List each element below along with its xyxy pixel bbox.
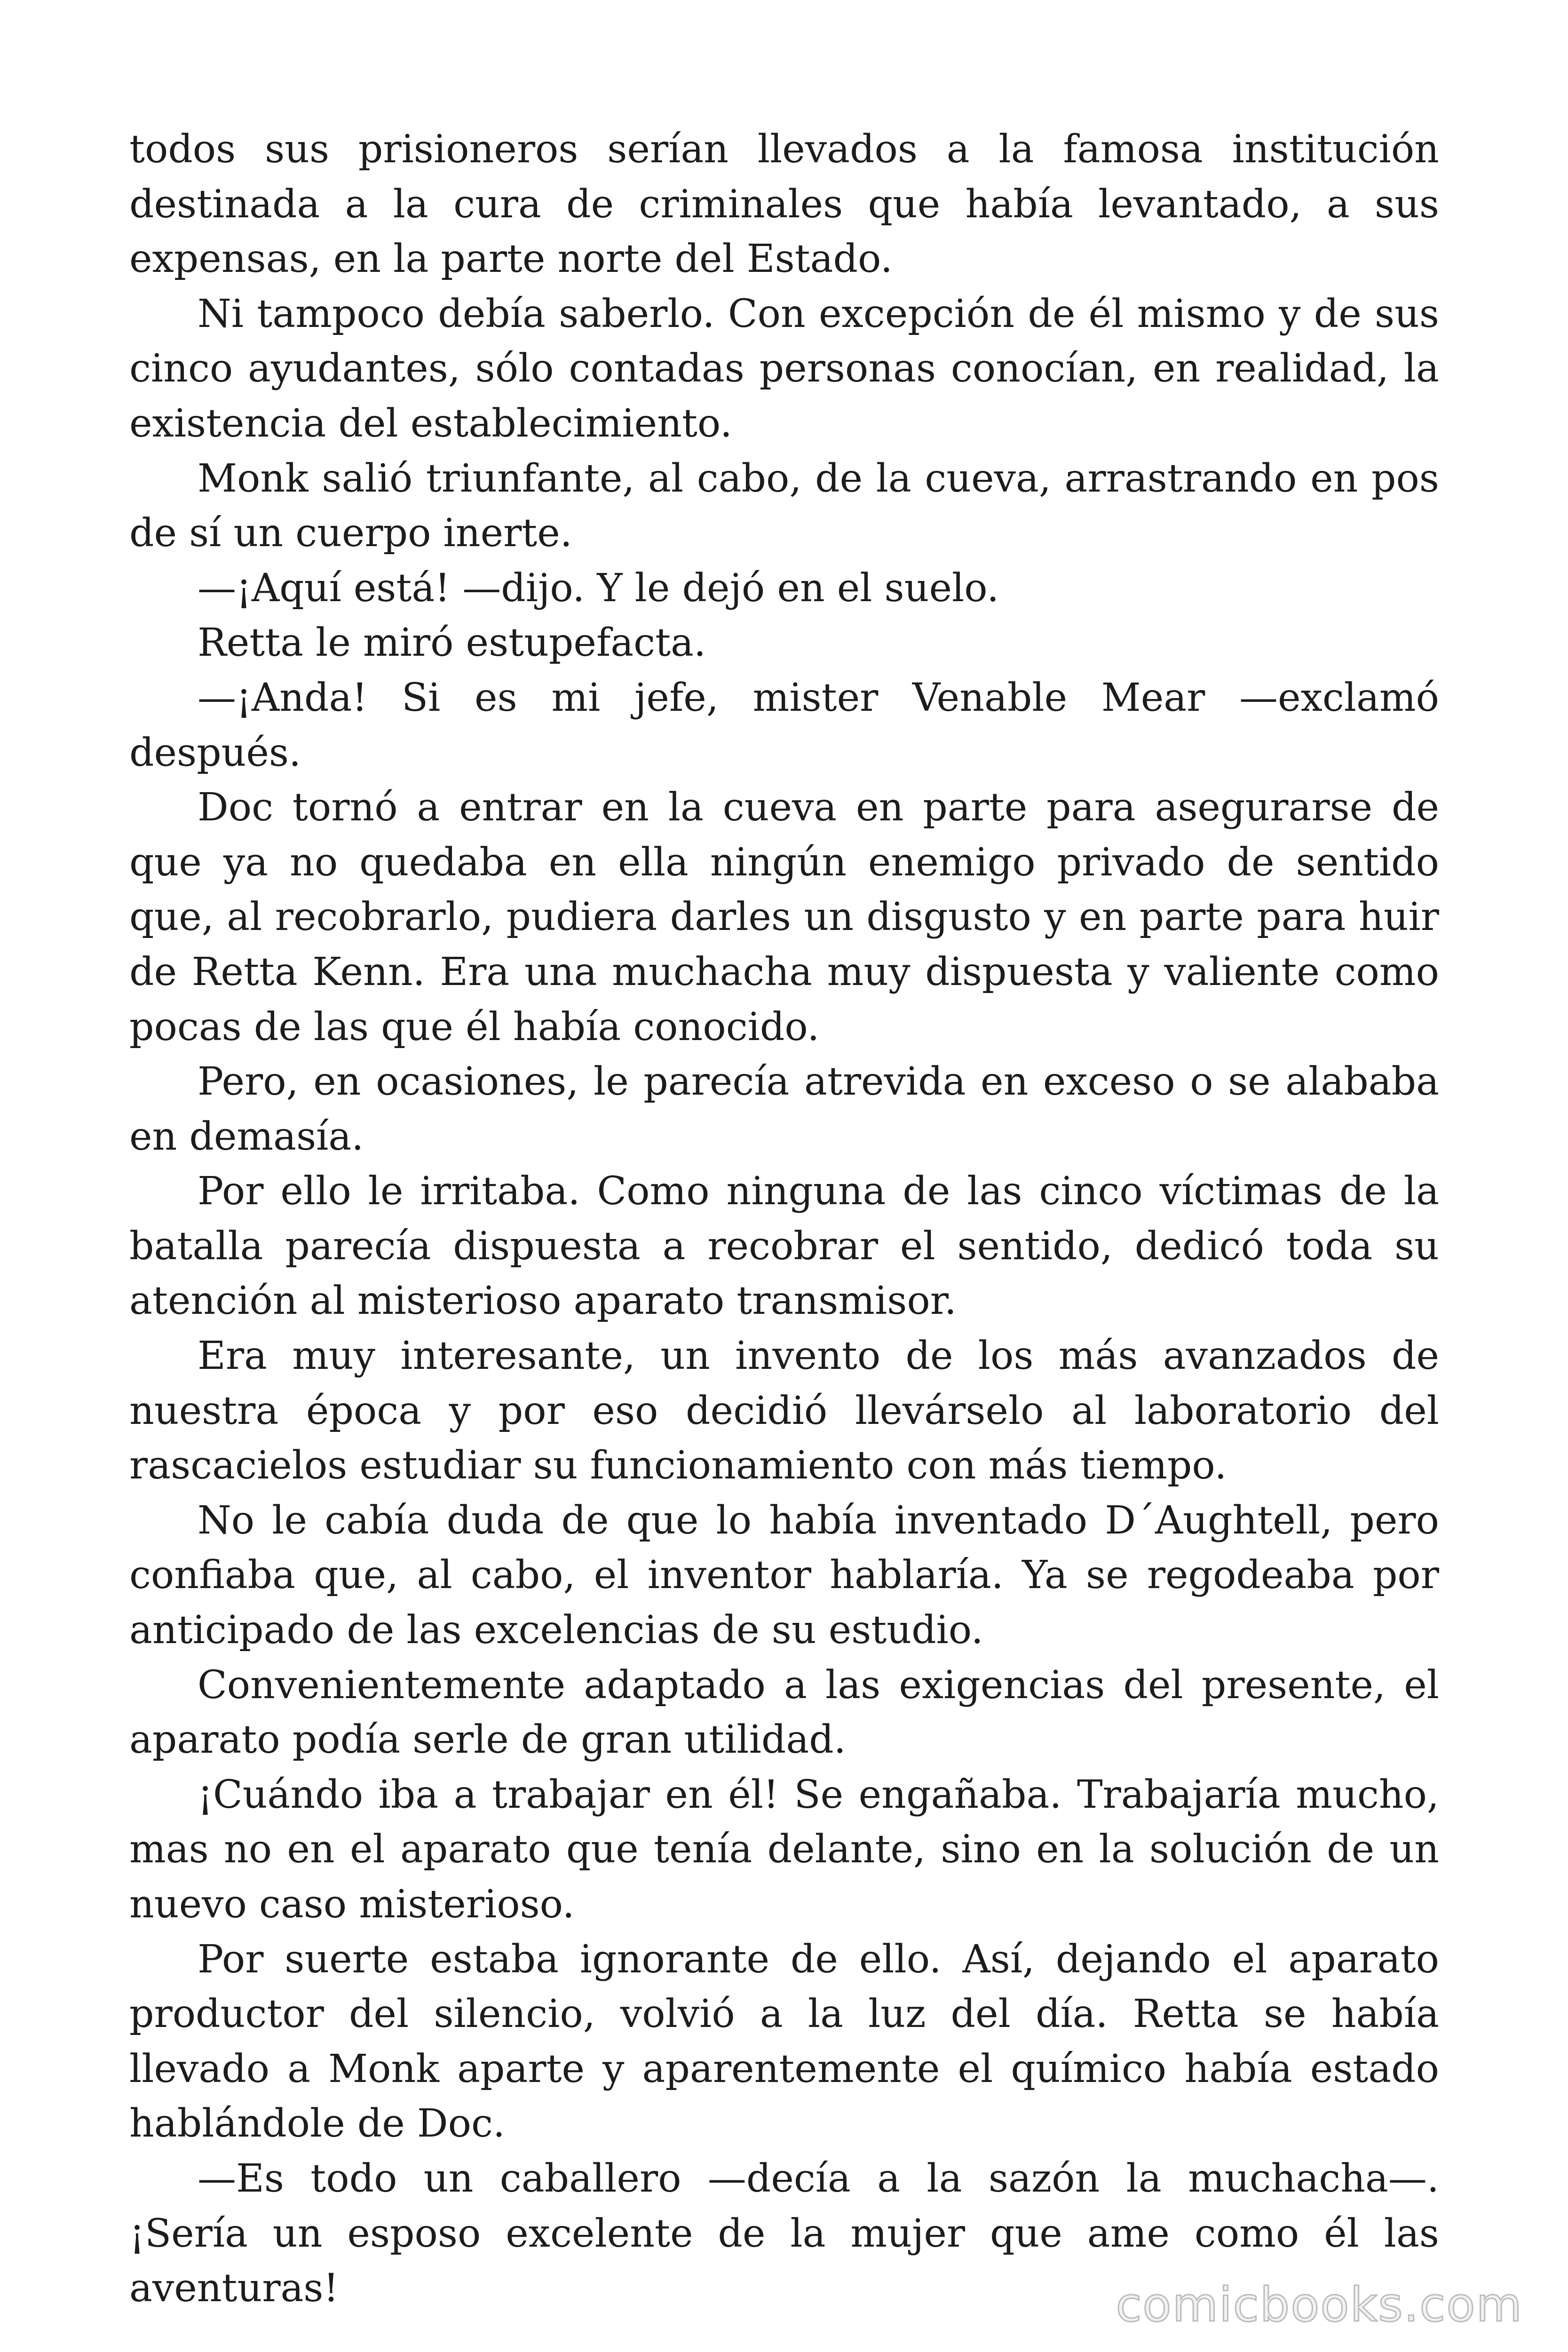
paragraph: Doc tornó a entrar en la cueva en parte para asegurarse de que ya no quedaba en ella ningún enemigo privado de sentido que, al recobrarlo, pudiera darles un disgusto y en parte para huir de Retta Kenn. Era una muchacha muy dispuesta y valiente como pocas de las que él había conocido. xyxy=(129,785,1439,1049)
body-text xyxy=(129,122,1439,2316)
paragraph: —Es todo un caballero —decía a la sazón la muchacha—. ¡Sería un esposo excelente de la mujer que ame como él las aventuras! xyxy=(129,2156,1439,2311)
paragraph: Ni tampoco debía saberlo. Con excepción de él mismo y de sus cinco ayudantes, sólo contadas personas conocían, en realidad, la existencia del establecimiento. xyxy=(129,291,1439,446)
paragraph: Pero, en ocasiones, le parecía atrevida en exceso o se alababa en demasía. xyxy=(129,1059,1439,1159)
paragraph: Monk salió triunfante, al cabo, de la cueva, arrastrando en pos de sí un cuerpo inerte. xyxy=(129,456,1439,556)
paragraph: Convenientemente adaptado a las exigencias del presente, el aparato podía serle de gran utilidad. xyxy=(129,1662,1439,1763)
paragraph: No le cabía duda de que lo había inventado D´Aughtell, pero confiaba que, al cabo, el inventor hablaría. Ya se regodeaba por anticipado de las excelencias de su estudio. xyxy=(129,1498,1439,1653)
paragraph: —¡Anda! Si es mi jefe, mister Venable Mear —exclamó después. xyxy=(129,675,1439,775)
paragraph: Por ello le irritaba. Como ninguna de las cinco víctimas de la batalla parecía dispuesta a recobrar el sentido, dedicó toda su atención al misterioso aparato transmisor. xyxy=(129,1169,1439,1324)
watermark: comicbooks.com xyxy=(1116,2277,1523,2332)
paragraph: Por suerte estaba ignorante de ello. Así, dejando el aparato productor del silencio, volvió a la luz del día. Retta se había llevado a Monk aparte y aparentemente el químico había estado hablándole de Doc. xyxy=(129,1937,1439,2146)
paragraph: —¡Aquí está! —dijo. Y le dejó en el suelo. xyxy=(198,565,999,611)
paragraph: ¡Cuándo iba a trabajar en él! Se engañaba. Trabajaría mucho, mas no en el aparato que tenía delante, sino en la solución de un nuevo caso misterioso. xyxy=(129,1772,1439,1927)
paragraph: todos sus prisioneros serían llevados a la famosa institución destinada a la cura de criminales que había levantado, a sus expensas, en la parte norte del Estado. xyxy=(129,127,1439,282)
paragraph: Era muy interesante, un invento de los más avanzados de nuestra época y por eso decidió llevárselo al laboratorio del rascacielos estudiar su funcionamiento con más tiempo. xyxy=(129,1334,1439,1488)
paragraph: Retta le miró estupefacta. xyxy=(198,620,706,666)
